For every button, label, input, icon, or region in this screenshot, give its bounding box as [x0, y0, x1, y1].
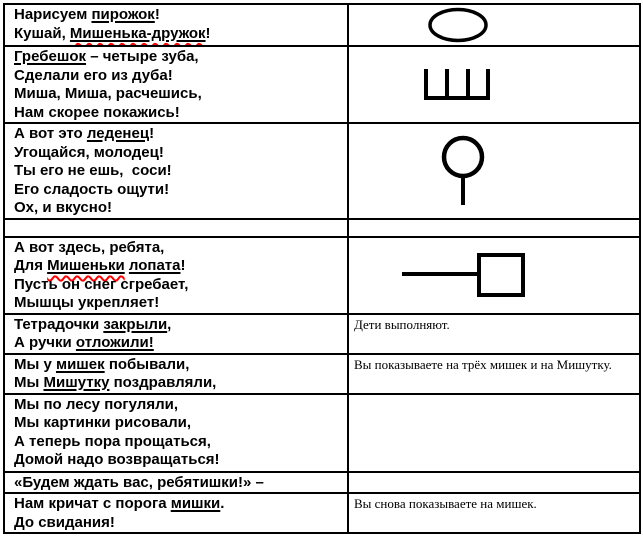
underlined-word: Мишеньки [47, 257, 125, 274]
text-segment: . [220, 495, 225, 512]
verse-line [14, 104, 343, 123]
text-segment: Нам кричат с порога [14, 495, 171, 512]
misspelled-word [47, 257, 125, 274]
text-segment: Его сладость ощути! [14, 180, 170, 198]
text-segment: Мы по лесу погуляли, [14, 395, 179, 413]
verse-line [14, 67, 343, 86]
verse-cell [4, 46, 348, 123]
verse-line [14, 474, 343, 493]
lesson-table [3, 3, 641, 534]
underlined-word: закрыли [103, 315, 168, 333]
note-cell [348, 314, 640, 354]
verse-cell [4, 314, 348, 354]
table-row [4, 46, 640, 123]
verse-line [14, 125, 343, 144]
verse-cell [4, 237, 348, 314]
note-text: Вы показываете на трёх мишек и на Мишутку. [354, 356, 612, 372]
text-segment: – четыре зуба, [86, 48, 199, 65]
verse-line [14, 239, 343, 258]
underlined-word: мишки [170, 495, 221, 512]
table-row [4, 219, 640, 237]
text-segment: Мышцы укрепляет! [14, 294, 160, 311]
text-segment: «Будем ждать вас, ребятишки!» – [14, 473, 264, 491]
verse-line [14, 257, 343, 276]
lollipop-icon [440, 135, 486, 207]
drawing-cell [348, 123, 640, 219]
drawing-wrap [427, 7, 639, 43]
text-segment: Пусть он снег сгребает, [14, 275, 189, 293]
verse-line [14, 414, 343, 433]
drawing-cell [348, 4, 640, 46]
verse-line [14, 48, 343, 67]
verse-line [14, 433, 343, 452]
table-row [4, 472, 640, 494]
text-segment: ! [154, 6, 160, 23]
verse-line [14, 495, 343, 514]
table-row [4, 123, 640, 219]
note-text: Вы снова показываете на мишек. [354, 496, 537, 511]
note-text: Дети выполняют. [354, 316, 450, 332]
verse-line [14, 162, 343, 181]
drawing-wrap [402, 252, 639, 298]
text-segment: Кушай, [14, 24, 70, 42]
text-segment: , [167, 315, 172, 333]
comb-icon [422, 67, 492, 102]
text-segment: До свидания! [14, 513, 115, 531]
verse-line [14, 276, 343, 295]
table-row [4, 4, 640, 46]
empty-cell [348, 219, 640, 237]
underlined-word: пирожок [91, 6, 155, 23]
note-cell [348, 493, 640, 533]
misspelled-word [70, 25, 206, 42]
verse-line [14, 85, 343, 104]
text-segment: побывали, [104, 355, 190, 373]
table-row [4, 493, 640, 533]
text-segment: А теперь пора прощаться, [14, 432, 211, 450]
text-segment: Ох, и вкусно! [14, 199, 112, 216]
underlined-word: леденец [86, 125, 150, 142]
note-cell [348, 354, 640, 394]
oval-icon [427, 7, 489, 43]
verse-line [14, 294, 343, 313]
table-row [4, 354, 640, 394]
text-segment: А вот это [14, 125, 87, 142]
text-segment: Домой надо возвращаться! [14, 451, 220, 468]
verse-cell [4, 4, 348, 46]
verse-line [14, 451, 343, 470]
verse-cell [4, 394, 348, 472]
text-segment: Мы [14, 374, 44, 391]
drawing-cell [348, 46, 640, 123]
text-segment: Сделали его из дуба! [14, 66, 173, 84]
verse-line [14, 181, 343, 200]
text-segment: Мы у [14, 355, 56, 373]
verse-line [14, 396, 343, 415]
text-segment: Тетрадочки [14, 315, 104, 333]
drawing-wrap [422, 67, 639, 102]
verse-line [14, 25, 343, 44]
verse-line [14, 316, 343, 335]
shovel-icon [402, 252, 526, 298]
verse-line [14, 514, 343, 533]
verse-line [14, 199, 343, 218]
verse-cell [4, 354, 348, 394]
text-segment: Нарисуем [14, 6, 92, 23]
verse-line [14, 374, 343, 393]
drawing-wrap [440, 135, 639, 207]
verse-line [14, 334, 343, 353]
text-segment: Мы картинки рисовали, [14, 414, 191, 431]
underlined-word: Мишенька-дружок [69, 24, 206, 42]
underlined-word: лопата [128, 257, 181, 274]
verse-line [14, 6, 343, 25]
underlined-word: Мишутку [43, 374, 110, 391]
verse-cell [4, 219, 348, 237]
empty-cell [348, 394, 640, 472]
underlined-word: Гребешок [14, 48, 87, 65]
text-segment: Нам скорее покажись! [14, 103, 180, 121]
text-segment: поздравляли, [109, 374, 217, 391]
text-segment: А вот здесь, ребята, [14, 238, 165, 256]
empty-cell [348, 472, 640, 494]
text-segment: А ручки [14, 334, 76, 351]
text-segment: ! [205, 24, 211, 42]
text-segment: ! [149, 125, 155, 142]
table-row [4, 314, 640, 354]
text-segment: Для [14, 257, 48, 274]
text-segment: Угощайся, молодец! [14, 143, 164, 161]
underlined-word: мишек [55, 355, 105, 373]
table-row [4, 394, 640, 472]
verse-cell [4, 493, 348, 533]
table-row [4, 237, 640, 314]
underlined-word: отложили! [75, 334, 154, 351]
text-segment: Ты его не ешь, соси! [14, 162, 172, 179]
verse-line [14, 356, 343, 375]
drawing-cell [348, 237, 640, 314]
text-segment: Миша, Миша, расчешись, [14, 85, 202, 102]
verse-cell [4, 472, 348, 494]
verse-line [14, 144, 343, 163]
text-segment: ! [180, 257, 186, 274]
verse-cell [4, 123, 348, 219]
